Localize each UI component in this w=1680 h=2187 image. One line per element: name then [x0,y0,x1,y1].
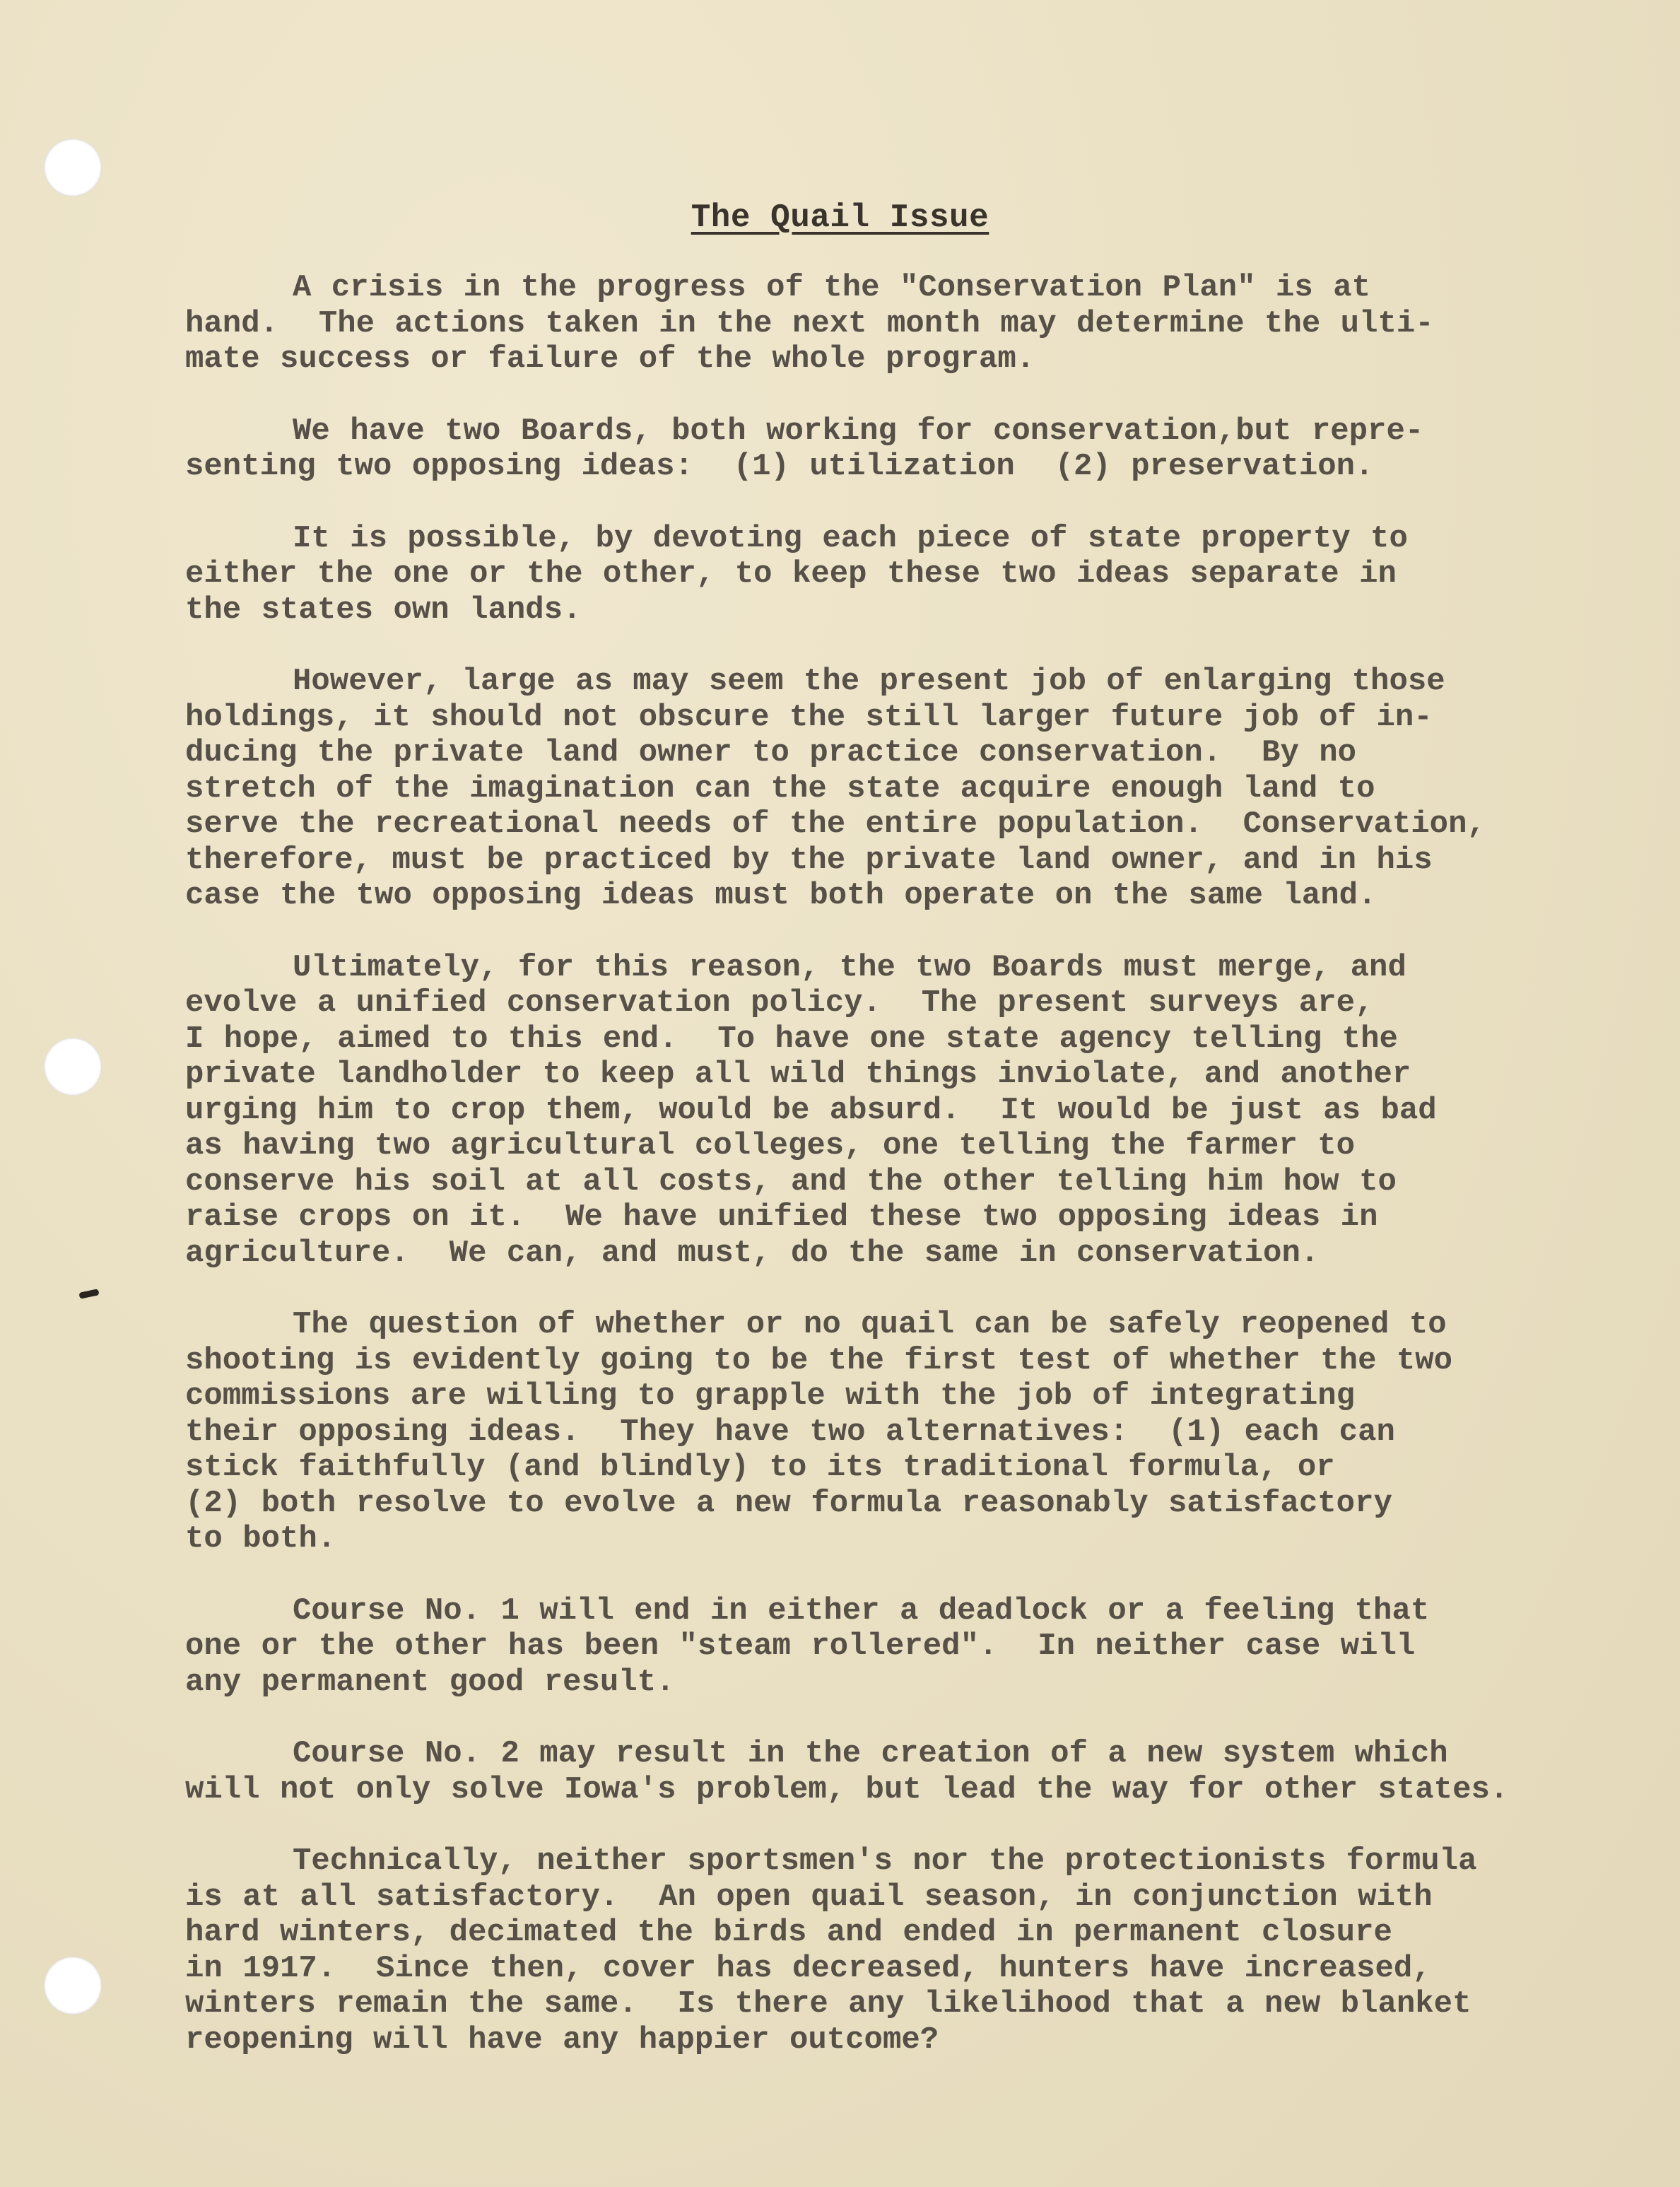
text-line: stick faithfully (and blindly) to its traditional formula, or [185,1450,1335,1485]
text-line: one or the other has been "steam rollered". In neither case will [185,1629,1416,1664]
text-line: (2) both resolve to evolve a new formula reasonably satisfactory [185,1485,1392,1521]
text-line: senting two opposing ideas: (1) utilization (2) preservation. [185,449,1374,484]
punch-hole [44,1038,102,1096]
text-line: agriculture. We can, and must, do the same in conservation. [185,1235,1320,1271]
text-line: It is possible, by devoting each piece of state property to [293,520,1408,556]
paragraph [185,1736,1648,1807]
text-line: commissions are willing to grapple with the job of integrating [185,1378,1356,1414]
text-line: raise crops on it. We have unified these two opposing ideas in [185,1200,1378,1235]
text-line: I hope, aimed to this end. To have one state agency telling the [185,1021,1398,1057]
text-line: mate success or failure of the whole program. [185,341,1035,377]
text-line: their opposing ideas. They have two alternatives: (1) each can [185,1414,1395,1450]
text-line: any permanent good result. [185,1664,675,1700]
text-line: A crisis in the progress of the "Conservation Plan" is at [293,270,1371,305]
text-line: the states own lands. [185,592,582,628]
paragraph [185,1593,1648,1701]
text-line: conserve his soil at all costs, and the other telling him how to [185,1163,1397,1200]
text-line: hard winters, decimated the birds and ended in permanent closure [185,1915,1392,1950]
text-line: stretch of the imagination can the state acquire enough land to [185,770,1375,807]
text-line: However, large as may seem the present job of enlarging those [293,664,1445,699]
text-line: evolve a unified conservation policy. The present surveys are, [185,985,1374,1021]
document-body [185,270,1648,2094]
paragraph [185,950,1648,1272]
text-line: reopening will have any happier outcome? [185,2022,939,2058]
text-line: shooting is evidently going to be the first test of whether the two [185,1342,1453,1378]
text-line: is at all satisfactory. An open quail season, in conjunction with [185,1879,1433,1915]
text-line: Course No. 1 will end in either a deadlock or a feeling that [293,1593,1430,1629]
text-line: private landholder to keep all wild things inviolate, and another [185,1057,1411,1092]
text-line: in 1917. Since then, cover has decreased, hunters have increased, [185,1950,1431,1986]
text-line: winters remain the same. Is there any likelihood that a new blanket [185,1986,1472,2022]
text-line: to both. [185,1521,336,1556]
text-line: therefore, must be practiced by the private land owner, and in his [185,842,1433,878]
text-line: case the two opposing ideas must both operate on the same land. [185,878,1377,913]
text-line: hand. The actions taken in the next month may determine the ulti- [185,305,1434,341]
text-line: Course No. 2 may result in the creation of a new system which [293,1736,1448,1771]
punch-hole [44,1957,102,2015]
paragraph [185,270,1648,377]
text-line: The question of whether or no quail can be safely reopened to [293,1307,1447,1342]
text-line: urging him to crop them, would be absurd. It would be just as bad [185,1092,1437,1128]
text-line: ducing the private land owner to practice conservation. By no [185,735,1357,770]
text-line: Technically, neither sportsmen's nor the protectionists formula [293,1843,1477,1879]
text-line: holdings, it should not obscure the still larger future job of in- [185,699,1433,735]
ink-mark [78,1289,99,1299]
text-line: Ultimately, for this reason, the two Boards must merge, and [293,949,1406,985]
text-line: either the one or the other, to keep these two ideas separate in [185,556,1397,592]
text-line: will not only solve Iowa's problem, but lead the way for other states. [185,1771,1509,1807]
text-line: as having two agricultural colleges, one telling the farmer to [185,1128,1356,1163]
punch-hole [44,139,102,197]
paragraph [185,1843,1648,2058]
text-line: serve the recreational needs of the entire population. Conservation, [185,807,1486,842]
paragraph [185,521,1648,628]
paragraph [185,1307,1648,1557]
paragraph [185,414,1648,485]
paragraph [185,664,1648,914]
text-line: We have two Boards, both working for conservation,but repre- [293,413,1424,449]
document-title: The Quail Issue [691,199,989,236]
